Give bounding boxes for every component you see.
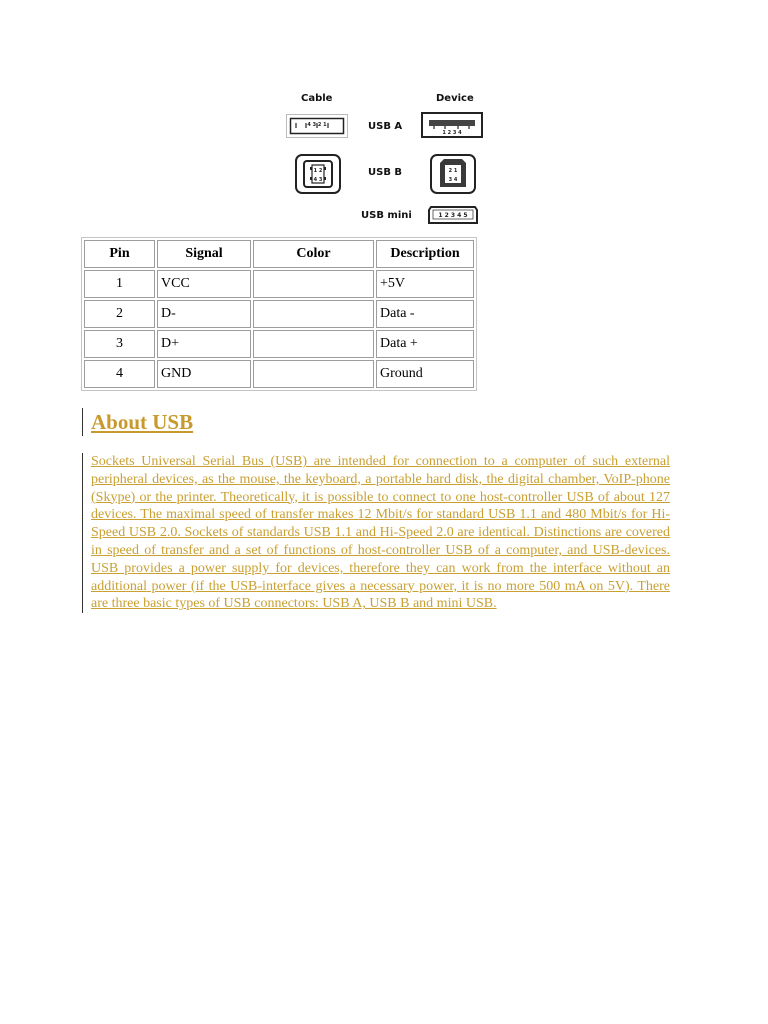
usb-a-plug-icon bbox=[286, 114, 348, 138]
usb-b-plug-icon bbox=[295, 154, 341, 194]
svg-text:3 4: 3 4 bbox=[448, 177, 458, 183]
table-row bbox=[84, 270, 474, 298]
usb-b-label: USB B bbox=[368, 167, 403, 178]
description-cell: Data - bbox=[376, 300, 474, 328]
device-a-pin-numbers: 1 2 3 4 bbox=[442, 130, 462, 136]
about-usb-section bbox=[82, 408, 678, 613]
pin-cell: 3 bbox=[84, 330, 155, 358]
table-row bbox=[84, 300, 474, 328]
usb-pinout-table bbox=[81, 237, 477, 391]
header-description: Description bbox=[376, 240, 474, 268]
usb-mini-label: USB mini bbox=[361, 210, 412, 221]
table-header-row bbox=[84, 240, 474, 268]
table-row bbox=[84, 360, 474, 388]
pin-cell: 1 bbox=[84, 270, 155, 298]
description-cell: Ground bbox=[376, 360, 474, 388]
description-cell: +5V bbox=[376, 270, 474, 298]
about-usb-text-link[interactable]: Sockets Universal Serial Bus (USB) are intended for connection to a computer of such external peripheral devices, as the mouse, the keyboard, a portable hard disk, the digital chamber, VoIP-phone (Skype) or the printer. Theoretically, it is possible to connect to one host-controller USB of about 127 devices. The maximal speed of transfer makes 12 Mbit/s for standard USB 1.1 and 480 Mbit/s for Hi-Speed USB 2.0. Sockets of standards USB 1.1 and Hi-Speed 2.0 are identical. Distinctions are covered in speed of transfer and a set of functions of host-controller USB of a computer, and USB-devices. USB provides a power supply for devices, therefore they can work from the interface without an additional power (if the USB-interface gives a necessary power, it is no more 500 mA on 5V). There are three basic types of USB connectors: USB A, USB B and mini USB. bbox=[82, 453, 670, 613]
device-column-label: Device bbox=[436, 93, 474, 104]
svg-text:4 3: 4 3 bbox=[313, 177, 323, 183]
about-usb-heading-link[interactable]: About USB bbox=[82, 408, 678, 436]
usb-a-socket-icon bbox=[421, 112, 483, 138]
mini-pin-numbers: 1 2 3 4 5 bbox=[438, 212, 468, 219]
cable-a-pin-numbers: 4 3 2 1 bbox=[307, 122, 327, 128]
usb-mini-socket-icon bbox=[428, 206, 478, 224]
description-cell: Data + bbox=[376, 330, 474, 358]
pin-cell: 4 bbox=[84, 360, 155, 388]
signal-cell: D- bbox=[157, 300, 251, 328]
color-cell bbox=[253, 330, 374, 358]
usb-b-socket-icon bbox=[430, 154, 476, 194]
cable-column-label: Cable bbox=[301, 93, 333, 104]
svg-text:1 2: 1 2 bbox=[313, 168, 323, 174]
signal-cell: VCC bbox=[157, 270, 251, 298]
signal-cell: GND bbox=[157, 360, 251, 388]
color-cell bbox=[253, 300, 374, 328]
pin-cell: 2 bbox=[84, 300, 155, 328]
signal-cell: D+ bbox=[157, 330, 251, 358]
usb-connector-diagram bbox=[282, 90, 492, 230]
header-signal: Signal bbox=[157, 240, 251, 268]
svg-text:2 1: 2 1 bbox=[448, 168, 458, 174]
table-row bbox=[84, 330, 474, 358]
color-cell bbox=[253, 270, 374, 298]
header-pin: Pin bbox=[84, 240, 155, 268]
usb-a-label: USB A bbox=[368, 121, 403, 132]
header-color: Color bbox=[253, 240, 374, 268]
color-cell bbox=[253, 360, 374, 388]
